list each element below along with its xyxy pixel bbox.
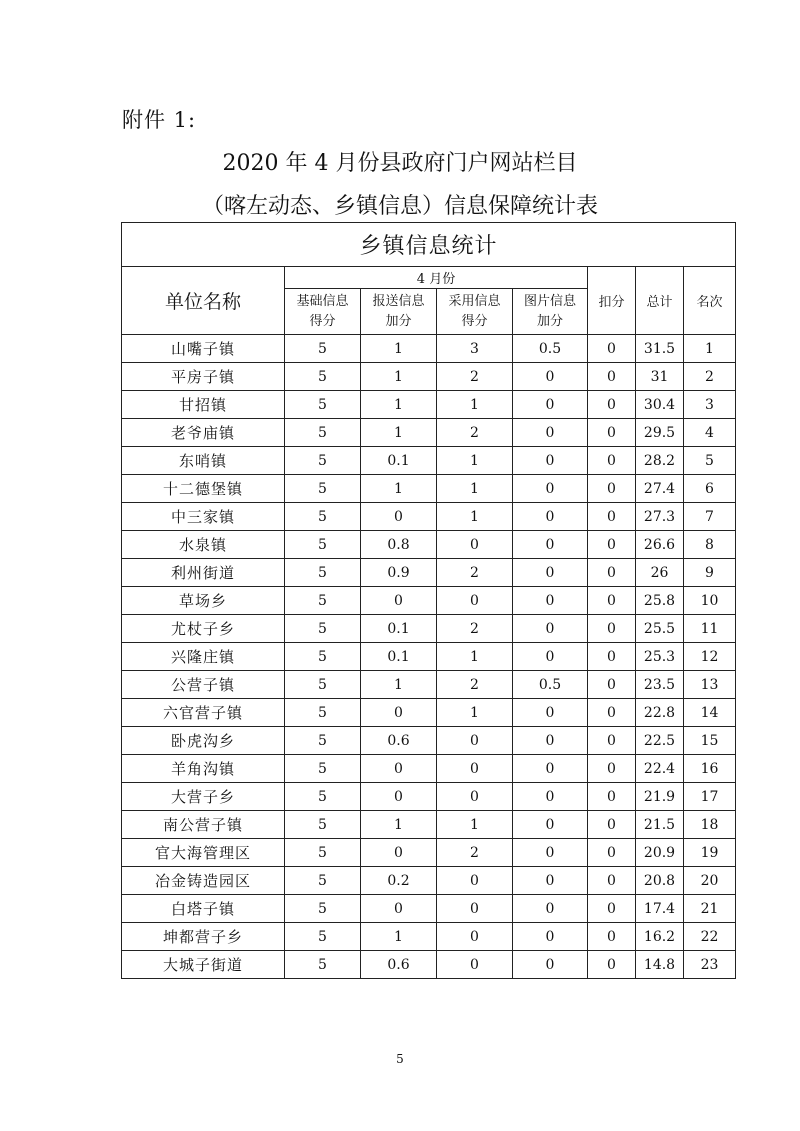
deduct-cell: 0: [588, 475, 636, 503]
deduct-cell: 0: [588, 335, 636, 363]
adopt-score-cell: 2: [437, 671, 513, 699]
total-cell: 28.2: [636, 447, 684, 475]
image-bonus-cell: 0: [513, 895, 588, 923]
unit-name-cell: 卧虎沟乡: [122, 727, 285, 755]
report-bonus-cell: 1: [361, 419, 437, 447]
table-row: [122, 755, 736, 783]
rank-cell: 19: [684, 839, 736, 867]
report-bonus-cell: 0: [361, 503, 437, 531]
report-bonus-cell: 0.8: [361, 531, 437, 559]
total-cell: 26: [636, 559, 684, 587]
rank-cell: 13: [684, 671, 736, 699]
unit-name-cell: 官大海管理区: [122, 839, 285, 867]
rank-cell: 14: [684, 699, 736, 727]
report-bonus-cell: 0.1: [361, 615, 437, 643]
total-cell: 29.5: [636, 419, 684, 447]
unit-name-cell: 白塔子镇: [122, 895, 285, 923]
adopt-score-cell: 0: [437, 755, 513, 783]
table-row: [122, 923, 736, 951]
image-bonus-cell: 0: [513, 363, 588, 391]
image-bonus-cell: 0.5: [513, 671, 588, 699]
rank-cell: 10: [684, 587, 736, 615]
rank-cell: 21: [684, 895, 736, 923]
rank-cell: 23: [684, 951, 736, 979]
page-title-line2: （喀左动态、乡镇信息）信息保障统计表: [201, 194, 598, 219]
rank-cell: 5: [684, 447, 736, 475]
table-row: [122, 895, 736, 923]
image-bonus-cell: 0: [513, 727, 588, 755]
unit-name-cell: 平房子镇: [122, 363, 285, 391]
image-bonus-cell: 0: [513, 531, 588, 559]
table-section-title: 乡镇信息统计: [122, 223, 736, 267]
header-image-bonus-label: 图片信息加分: [523, 293, 576, 329]
report-bonus-cell: 0: [361, 755, 437, 783]
image-bonus-cell: 0: [513, 839, 588, 867]
rank-cell: 3: [684, 391, 736, 419]
report-bonus-cell: 0.2: [361, 867, 437, 895]
unit-name-cell: 尤杖子乡: [122, 615, 285, 643]
adopt-score-cell: 2: [437, 559, 513, 587]
adopt-score-cell: 2: [437, 419, 513, 447]
image-bonus-cell: 0: [513, 867, 588, 895]
table-row: [122, 727, 736, 755]
total-cell: 25.8: [636, 587, 684, 615]
adopt-score-cell: 3: [437, 335, 513, 363]
total-cell: 25.3: [636, 643, 684, 671]
total-cell: 30.4: [636, 391, 684, 419]
page-number: 5: [396, 1052, 404, 1066]
table-row: [122, 951, 736, 979]
deduct-cell: 0: [588, 727, 636, 755]
table-row: [122, 531, 736, 559]
deduct-cell: 0: [588, 755, 636, 783]
header-basic-score-label: 基础信息得分: [296, 293, 349, 329]
deduct-cell: 0: [588, 391, 636, 419]
report-bonus-cell: 0.6: [361, 951, 437, 979]
report-bonus-cell: 1: [361, 671, 437, 699]
deduct-cell: 0: [588, 895, 636, 923]
table-row: [122, 503, 736, 531]
rank-cell: 18: [684, 811, 736, 839]
total-cell: 22.8: [636, 699, 684, 727]
basic-score-cell: 5: [285, 923, 361, 951]
rank-cell: 1: [684, 335, 736, 363]
basic-score-cell: 5: [285, 559, 361, 587]
unit-name-cell: 利州街道: [122, 559, 285, 587]
report-bonus-cell: 1: [361, 363, 437, 391]
rank-cell: 6: [684, 475, 736, 503]
image-bonus-cell: 0: [513, 755, 588, 783]
table-row: [122, 363, 736, 391]
deduct-cell: 0: [588, 699, 636, 727]
deduct-cell: 0: [588, 503, 636, 531]
deduct-cell: 0: [588, 839, 636, 867]
image-bonus-cell: 0: [513, 559, 588, 587]
report-bonus-cell: 0: [361, 587, 437, 615]
table-row: [122, 699, 736, 727]
basic-score-cell: 5: [285, 503, 361, 531]
report-bonus-cell: 1: [361, 811, 437, 839]
basic-score-cell: 5: [285, 643, 361, 671]
image-bonus-cell: 0: [513, 811, 588, 839]
table-row: [122, 867, 736, 895]
adopt-score-cell: 1: [437, 699, 513, 727]
adopt-score-cell: 1: [437, 447, 513, 475]
image-bonus-cell: 0: [513, 587, 588, 615]
report-bonus-cell: 1: [361, 391, 437, 419]
table-row: [122, 671, 736, 699]
unit-name-cell: 大城子街道: [122, 951, 285, 979]
rank-cell: 20: [684, 867, 736, 895]
total-cell: 16.2: [636, 923, 684, 951]
table-row: [122, 615, 736, 643]
basic-score-cell: 5: [285, 475, 361, 503]
unit-name-cell: 中三家镇: [122, 503, 285, 531]
rank-cell: 8: [684, 531, 736, 559]
image-bonus-cell: 0: [513, 475, 588, 503]
total-cell: 31.5: [636, 335, 684, 363]
total-cell: 31: [636, 363, 684, 391]
deduct-cell: 0: [588, 419, 636, 447]
report-bonus-cell: 1: [361, 475, 437, 503]
image-bonus-cell: 0: [513, 503, 588, 531]
table-row: [122, 559, 736, 587]
adopt-score-cell: 0: [437, 895, 513, 923]
adopt-score-cell: 0: [437, 587, 513, 615]
deduct-cell: 0: [588, 615, 636, 643]
report-bonus-cell: 0.6: [361, 727, 437, 755]
unit-name-cell: 东哨镇: [122, 447, 285, 475]
unit-name-cell: 南公营子镇: [122, 811, 285, 839]
adopt-score-cell: 1: [437, 503, 513, 531]
report-bonus-cell: 0.9: [361, 559, 437, 587]
table-row: [122, 475, 736, 503]
total-cell: 26.6: [636, 531, 684, 559]
total-cell: 27.4: [636, 475, 684, 503]
report-bonus-cell: 0: [361, 699, 437, 727]
basic-score-cell: 5: [285, 755, 361, 783]
deduct-cell: 0: [588, 671, 636, 699]
basic-score-cell: 5: [285, 951, 361, 979]
table-row: [122, 643, 736, 671]
total-cell: 21.5: [636, 811, 684, 839]
basic-score-cell: 5: [285, 867, 361, 895]
total-cell: 27.3: [636, 503, 684, 531]
table-row: [122, 447, 736, 475]
rank-cell: 2: [684, 363, 736, 391]
report-bonus-cell: 0.1: [361, 447, 437, 475]
basic-score-cell: 5: [285, 587, 361, 615]
unit-name-cell: 甘招镇: [122, 391, 285, 419]
rank-cell: 4: [684, 419, 736, 447]
deduct-cell: 0: [588, 447, 636, 475]
deduct-cell: 0: [588, 867, 636, 895]
deduct-cell: 0: [588, 643, 636, 671]
total-cell: 22.5: [636, 727, 684, 755]
unit-name-cell: 冶金铸造园区: [122, 867, 285, 895]
adopt-score-cell: 1: [437, 811, 513, 839]
header-total: 总计: [636, 267, 684, 335]
rank-cell: 9: [684, 559, 736, 587]
basic-score-cell: 5: [285, 615, 361, 643]
unit-name-cell: 坤都营子乡: [122, 923, 285, 951]
image-bonus-cell: 0: [513, 923, 588, 951]
basic-score-cell: 5: [285, 727, 361, 755]
image-bonus-cell: 0: [513, 643, 588, 671]
adopt-score-cell: 2: [437, 839, 513, 867]
adopt-score-cell: 1: [437, 475, 513, 503]
rank-cell: 16: [684, 755, 736, 783]
image-bonus-cell: 0: [513, 699, 588, 727]
table-row: [122, 783, 736, 811]
deduct-cell: 0: [588, 951, 636, 979]
deduct-cell: 0: [588, 923, 636, 951]
total-cell: 25.5: [636, 615, 684, 643]
unit-name-cell: 六官营子镇: [122, 699, 285, 727]
rank-cell: 15: [684, 727, 736, 755]
total-cell: 22.4: [636, 755, 684, 783]
rank-cell: 22: [684, 923, 736, 951]
report-bonus-cell: 0: [361, 783, 437, 811]
total-cell: 17.4: [636, 895, 684, 923]
unit-name-cell: 草场乡: [122, 587, 285, 615]
unit-name-cell: 兴隆庄镇: [122, 643, 285, 671]
table-row: [122, 335, 736, 363]
image-bonus-cell: 0: [513, 783, 588, 811]
basic-score-cell: 5: [285, 391, 361, 419]
basic-score-cell: 5: [285, 839, 361, 867]
report-bonus-cell: 1: [361, 335, 437, 363]
report-bonus-cell: 0.1: [361, 643, 437, 671]
header-deduct: 扣分: [588, 267, 636, 335]
header-adopt-score: [437, 289, 513, 335]
adopt-score-cell: 1: [437, 643, 513, 671]
total-cell: 20.8: [636, 867, 684, 895]
total-cell: 14.8: [636, 951, 684, 979]
deduct-cell: 0: [588, 811, 636, 839]
basic-score-cell: 5: [285, 895, 361, 923]
rank-cell: 11: [684, 615, 736, 643]
header-image-bonus: [513, 289, 588, 335]
image-bonus-cell: 0: [513, 951, 588, 979]
report-bonus-cell: 1: [361, 923, 437, 951]
basic-score-cell: 5: [285, 699, 361, 727]
header-report-bonus: [361, 289, 437, 335]
adopt-score-cell: 0: [437, 531, 513, 559]
unit-name-cell: 山嘴子镇: [122, 335, 285, 363]
header-adopt-score-label: 采用信息得分: [448, 293, 501, 329]
report-bonus-cell: 0: [361, 895, 437, 923]
basic-score-cell: 5: [285, 419, 361, 447]
image-bonus-cell: 0: [513, 391, 588, 419]
header-report-bonus-label: 报送信息加分: [372, 293, 425, 329]
header-unit-name: 单位名称: [122, 267, 285, 335]
unit-name-cell: 大营子乡: [122, 783, 285, 811]
header-basic-score: [285, 289, 361, 335]
image-bonus-cell: 0.5: [513, 335, 588, 363]
total-cell: 20.9: [636, 839, 684, 867]
adopt-score-cell: 0: [437, 867, 513, 895]
table-row: [122, 811, 736, 839]
adopt-score-cell: 0: [437, 951, 513, 979]
deduct-cell: 0: [588, 559, 636, 587]
basic-score-cell: 5: [285, 671, 361, 699]
basic-score-cell: 5: [285, 783, 361, 811]
basic-score-cell: 5: [285, 335, 361, 363]
header-month: 4 月份: [285, 267, 588, 289]
total-cell: 21.9: [636, 783, 684, 811]
adopt-score-cell: 2: [437, 363, 513, 391]
adopt-score-cell: 1: [437, 391, 513, 419]
unit-name-cell: 十二德堡镇: [122, 475, 285, 503]
image-bonus-cell: 0: [513, 615, 588, 643]
unit-name-cell: 老爷庙镇: [122, 419, 285, 447]
statistics-table: [121, 222, 736, 979]
unit-name-cell: 公营子镇: [122, 671, 285, 699]
table-row: [122, 391, 736, 419]
deduct-cell: 0: [588, 363, 636, 391]
basic-score-cell: 5: [285, 811, 361, 839]
deduct-cell: 0: [588, 783, 636, 811]
adopt-score-cell: 0: [437, 783, 513, 811]
rank-cell: 17: [684, 783, 736, 811]
deduct-cell: 0: [588, 587, 636, 615]
table-row: [122, 587, 736, 615]
header-rank: 名次: [684, 267, 736, 335]
adopt-score-cell: 0: [437, 727, 513, 755]
basic-score-cell: 5: [285, 531, 361, 559]
attachment-label: 附件 1:: [122, 108, 197, 132]
basic-score-cell: 5: [285, 363, 361, 391]
page-title-line1: 2020 年 4 月份县政府门户网站栏目: [222, 151, 578, 176]
adopt-score-cell: 2: [437, 615, 513, 643]
unit-name-cell: 水泉镇: [122, 531, 285, 559]
unit-name-cell: 羊角沟镇: [122, 755, 285, 783]
basic-score-cell: 5: [285, 447, 361, 475]
adopt-score-cell: 0: [437, 923, 513, 951]
table-body: [122, 335, 736, 979]
total-cell: 23.5: [636, 671, 684, 699]
rank-cell: 7: [684, 503, 736, 531]
table-row: [122, 419, 736, 447]
table-row: [122, 839, 736, 867]
report-bonus-cell: 0: [361, 839, 437, 867]
image-bonus-cell: 0: [513, 447, 588, 475]
deduct-cell: 0: [588, 531, 636, 559]
rank-cell: 12: [684, 643, 736, 671]
image-bonus-cell: 0: [513, 419, 588, 447]
